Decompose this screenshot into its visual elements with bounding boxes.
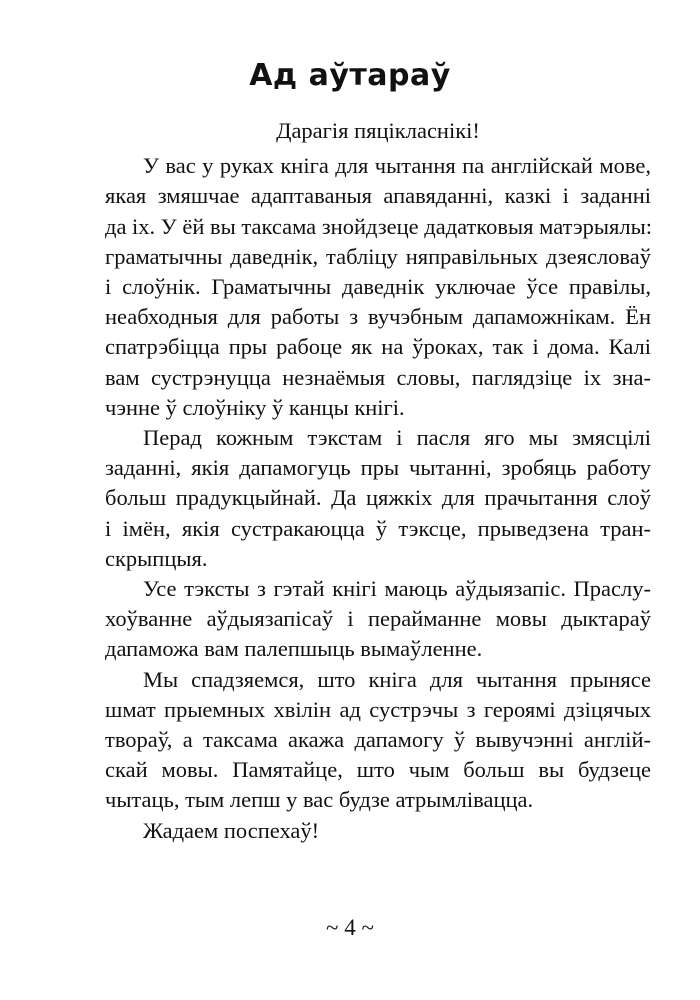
text-line: скрыпцыя. <box>105 545 208 571</box>
text-line: Усе тэксты з гэтай кнігі маюць аўдыязапіс. Праслу- <box>143 576 651 602</box>
closing-line: Жадаем поспехаў! <box>143 817 320 843</box>
page-number: ~ 4 ~ <box>326 915 374 940</box>
text-line: Мы спадзяемся, што кніга для чытання прынясе <box>143 666 651 692</box>
text-line: і слоўнік. Граматычны даведнік уключае ўсе правілы, <box>105 274 651 300</box>
text-line: граматычны даведнік, табліцу няправільных дзеясловаў <box>105 243 651 269</box>
text-line: дапаможа вам палепшыць вымаўленне. <box>105 636 483 662</box>
text-line: Перад кожным тэкстам і пасля яго мы змясцілі <box>143 425 651 451</box>
paragraph-2 <box>105 423 651 574</box>
text-line: чытаць, тым лепш у вас будзе атрымлівацца. <box>105 787 534 813</box>
text-line: шмат прыемных хвілін ад сустрэчы з героямі дзіцячых <box>105 696 651 722</box>
text-line: вам сустрэнуцца незнаёмыя словы, паглядзіце іх зна- <box>105 364 651 390</box>
text-line: да іх. У ёй вы таксама знойдзеце дадатковыя матэрыялы: <box>105 213 652 239</box>
text-line: якая змяшчае адаптаваныя апавяданні, казкі і заданні <box>105 183 651 209</box>
text-line: У вас у руках кніга для чытання па англійскай мове, <box>143 153 651 179</box>
text-line: скай мовы. Памятайце, што чым больш вы будзеце <box>105 757 651 783</box>
paragraph-1 <box>105 151 651 423</box>
text-line: хоўванне аўдыязапісаў і перайманне мовы дыктараў <box>105 606 651 632</box>
text-line: твораў, а таксама акажа дапамогу ў вывучэнні англій- <box>105 727 651 753</box>
text-line: больш прадукцыйнай. Да цяжкіх для прачытання слоў <box>105 485 651 511</box>
text-line: і імён, якія сустракаюцца ў тэксце, прыведзена тран- <box>105 515 651 541</box>
greeting: Дарагія пяцікласнікі! <box>276 118 480 143</box>
paragraph-3 <box>105 574 651 665</box>
paragraph-4 <box>105 665 651 816</box>
page-title: Ад аўтараў <box>249 58 451 93</box>
body-text <box>105 116 651 846</box>
text-line: чэнне ў слоўніку ў канцы кнігі. <box>105 394 405 420</box>
text-line: заданні, якія дапамогуць пры чытанні, зробяць работу <box>105 455 651 481</box>
text-line: спатрэбіцца пры рабоце як на ўроках, так і дома. Калі <box>105 334 651 360</box>
text-line: неабходныя для работы з вучэбным дапаможнікам. Ён <box>105 304 651 330</box>
